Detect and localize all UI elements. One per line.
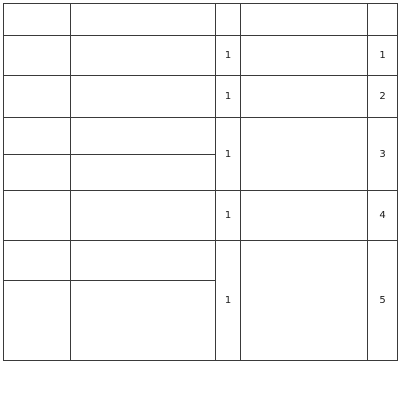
sura-cell bbox=[4, 241, 71, 281]
sura-cell bbox=[4, 191, 71, 241]
sura-cell bbox=[4, 76, 71, 118]
supplication-text-cell bbox=[241, 241, 368, 361]
count-cell: 1 bbox=[216, 36, 241, 76]
sura-cell bbox=[4, 118, 71, 155]
supplication-text-cell bbox=[241, 76, 368, 118]
sura-cell bbox=[4, 281, 71, 361]
supplication-text-cell bbox=[241, 36, 368, 76]
table-row bbox=[4, 76, 398, 118]
sura-cell bbox=[4, 36, 71, 76]
row-number-cell: 4 bbox=[368, 191, 398, 241]
verses-table bbox=[3, 3, 398, 361]
table-row bbox=[4, 118, 398, 155]
table-row bbox=[4, 241, 398, 281]
row-number-cell: 5 bbox=[368, 241, 398, 361]
header-verse bbox=[71, 4, 216, 36]
supplication-text-cell bbox=[241, 118, 368, 191]
row-number-cell: 1 bbox=[368, 36, 398, 76]
header-row-number bbox=[368, 4, 398, 36]
table-header-row bbox=[4, 4, 398, 36]
sura-cell bbox=[4, 155, 71, 191]
row-number-cell: 2 bbox=[368, 76, 398, 118]
verse-cell bbox=[71, 155, 216, 191]
header-count bbox=[216, 4, 241, 36]
verse-cell bbox=[71, 76, 216, 118]
count-cell: 1 bbox=[216, 191, 241, 241]
verse-cell bbox=[71, 241, 216, 281]
verse-cell bbox=[71, 118, 216, 155]
count-cell: 1 bbox=[216, 76, 241, 118]
verse-cell bbox=[71, 191, 216, 241]
row-number-cell: 3 bbox=[368, 118, 398, 191]
header-sura bbox=[4, 4, 71, 36]
count-cell: 1 bbox=[216, 241, 241, 361]
table-row bbox=[4, 36, 398, 76]
header-supplication-text bbox=[241, 4, 368, 36]
verse-cell bbox=[71, 281, 216, 361]
table-row bbox=[4, 191, 398, 241]
verse-cell bbox=[71, 36, 216, 76]
count-cell: 1 bbox=[216, 118, 241, 191]
supplication-text-cell bbox=[241, 191, 368, 241]
